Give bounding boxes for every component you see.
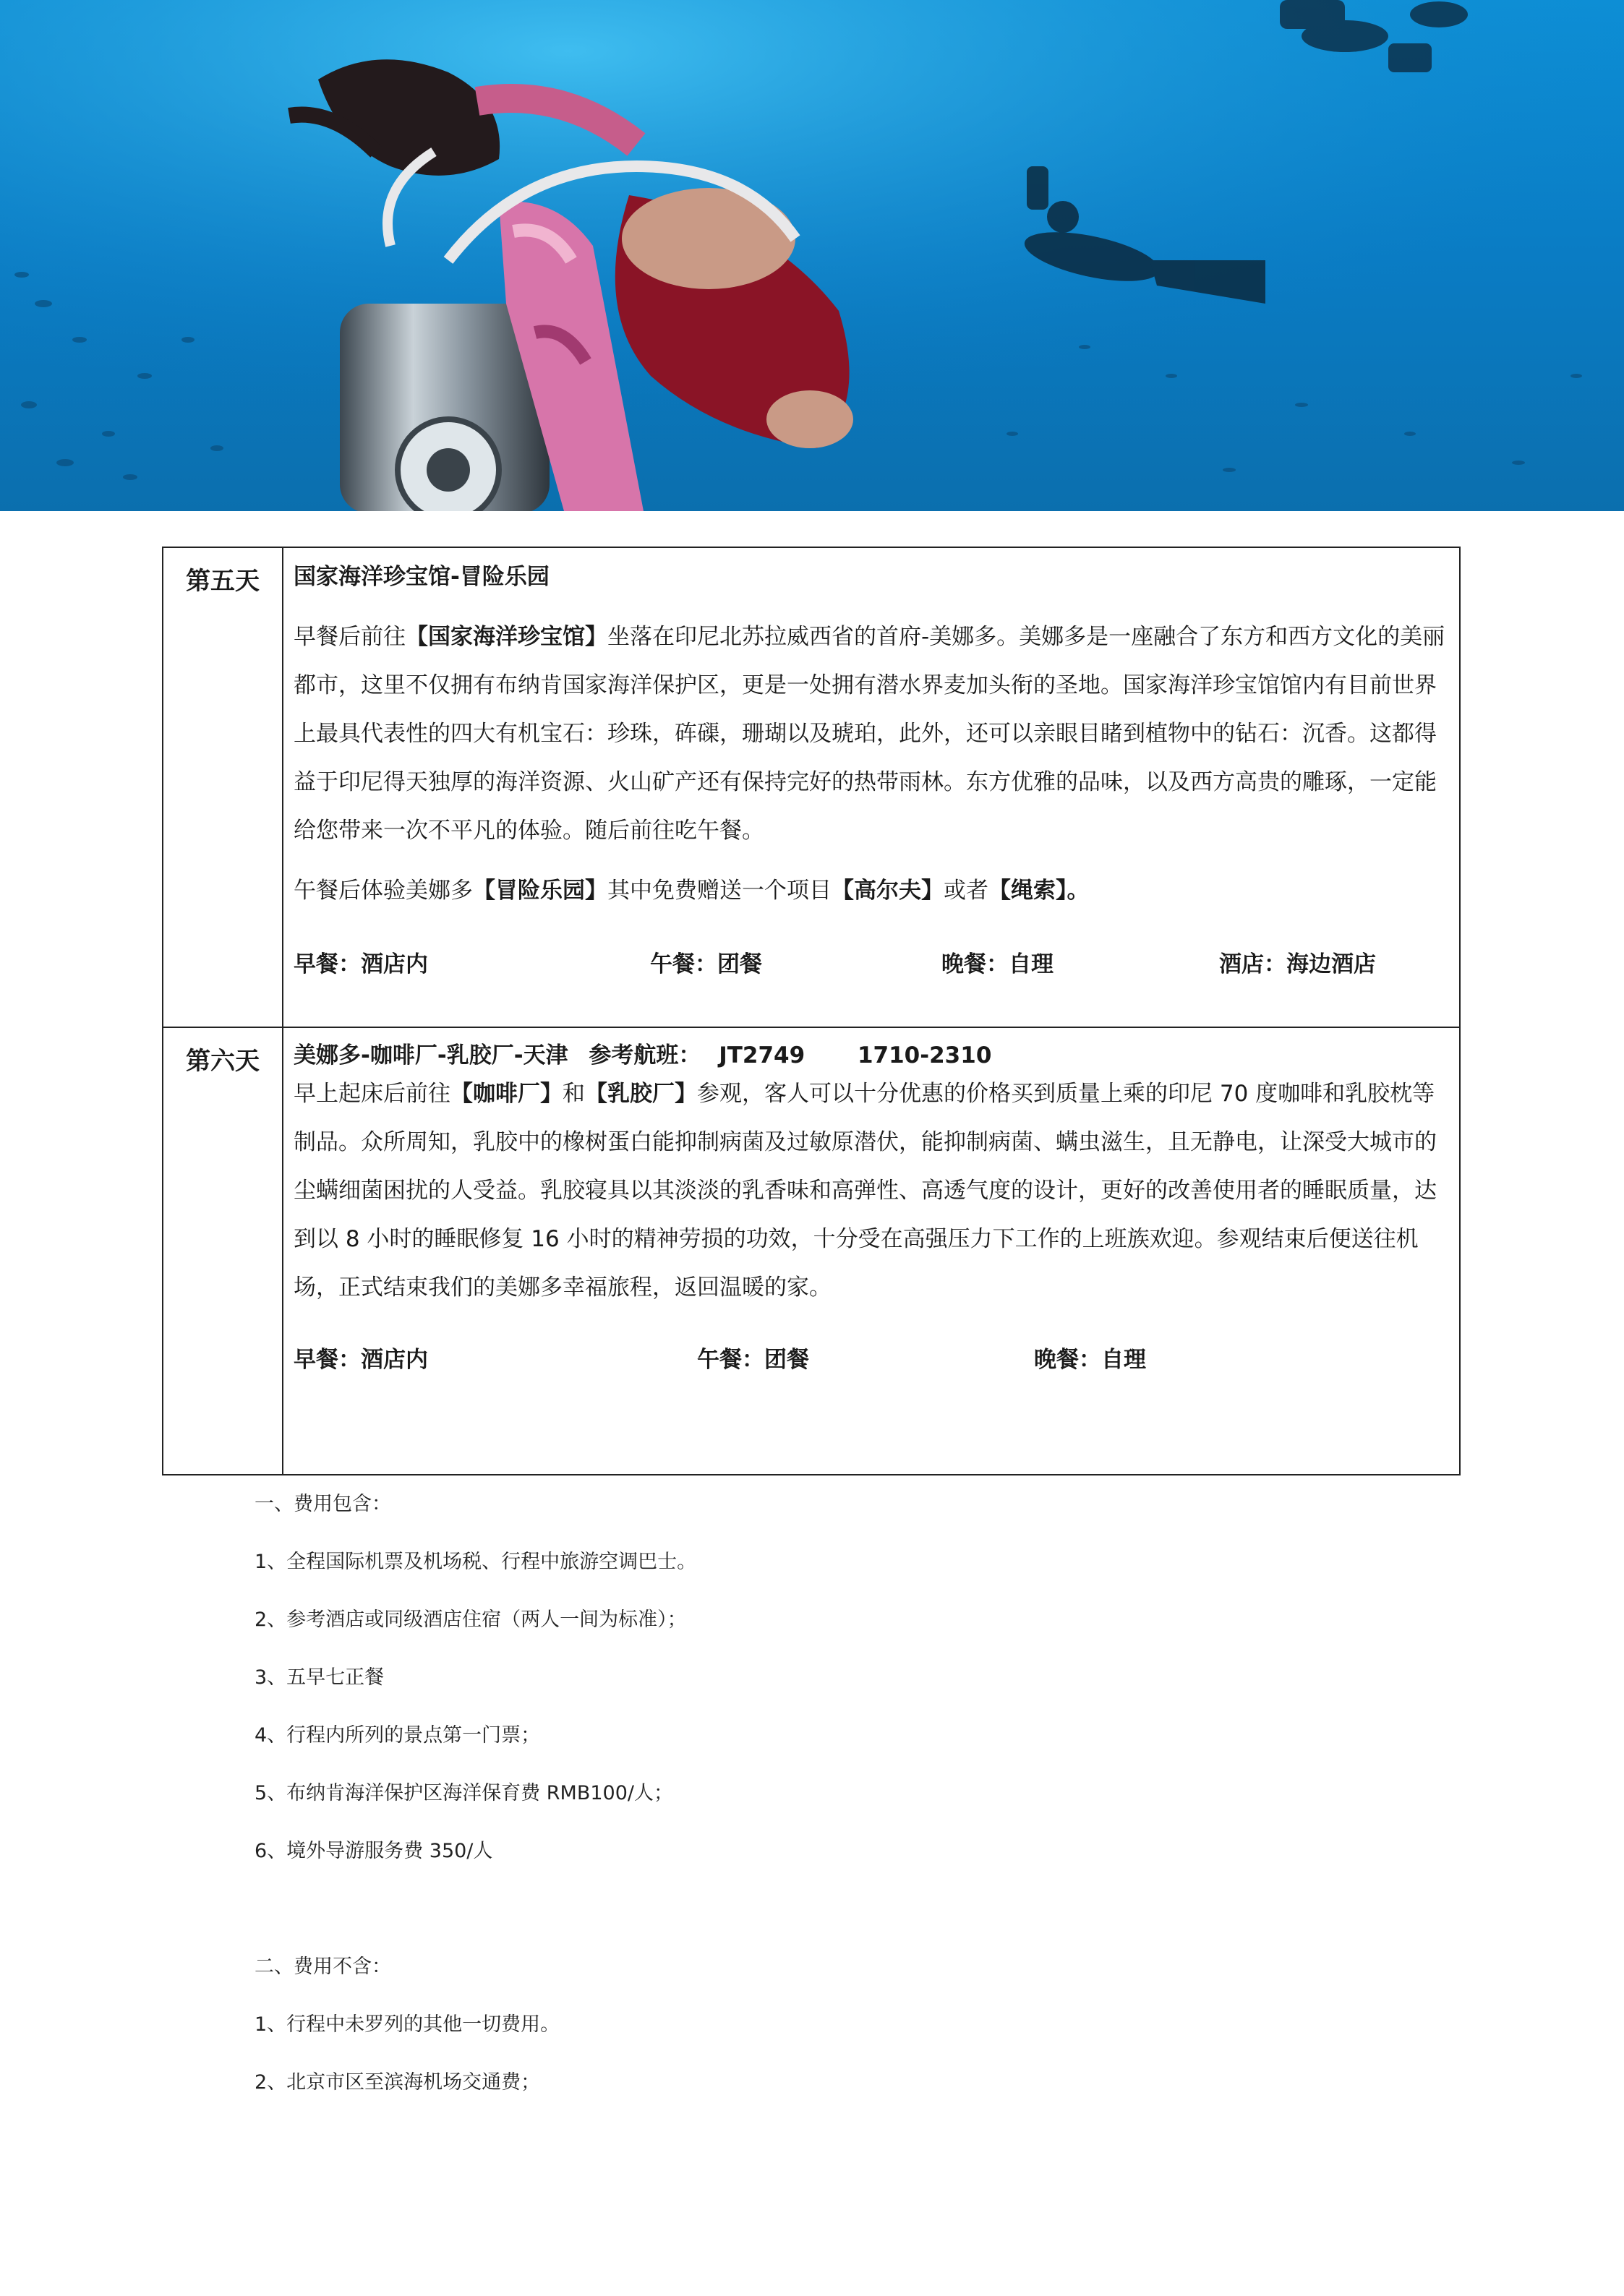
day-content — [283, 547, 1460, 1027]
fees-include-title: 一、费用包含： — [255, 1493, 391, 1515]
fees-exclude-title: 二、费用不含： — [255, 1956, 391, 1978]
fee-include-item: 3、五早七正餐 — [255, 1666, 385, 1689]
day-description: 早上起床后前往【咖啡厂】和【乳胶厂】参观，客人可以十分优惠的价格买到质量上乘的印尼 70 度咖啡和乳胶枕等制品。众所周知，乳胶中的橡树蛋白能抑制病菌及过敏原潜伏，能抑制病菌、螨虫滋生，且无静电，让深受大城市的尘螨细菌困扰的人受益。乳胶寝具以其淡淡的乳香味和高弹性、高透气度的设计，更好的改善使用者的睡眠质量，达到以 8 小时的睡眠修复 16 小时的精神劳损的功效，十分受在高强压力下工作的上班族欢迎。参观结束后便送往机场，正式结束我们的美娜多幸福旅程，返回温暖的家。 — [294, 1081, 1437, 1301]
itinerary-row-day6 — [163, 1027, 1460, 1475]
fee-include-item: 2、参考酒店或同级酒店住宿（两人一间为标准）； — [255, 1609, 687, 1631]
afternoon-activity: 午餐后体验美娜多【冒险乐园】其中免费赠送一个项目【高尔夫】或者【绳索】。 — [294, 878, 1090, 904]
day-content — [283, 1027, 1460, 1475]
meals-row — [294, 946, 1449, 977]
hero-photo — [0, 0, 1624, 511]
lunch-info: 午餐：团餐 — [697, 1347, 809, 1373]
lunch-info: 午餐：团餐 — [650, 951, 762, 977]
dinner-info: 晚餐：自理 — [941, 951, 1054, 977]
flight-time: 1710-2310 — [857, 1042, 992, 1068]
fee-include-item: 5、布纳肯海洋保护区海洋保育费 RMB100/人； — [255, 1782, 673, 1804]
fee-include-item: 6、境外导游服务费 350/人 — [255, 1840, 493, 1862]
hotel-info: 酒店：海边酒店 — [1219, 951, 1376, 977]
itinerary-table — [162, 547, 1461, 1475]
day-title: 国家海洋珍宝馆-冒险乐园 — [294, 564, 550, 590]
day-label: 第五天 — [163, 547, 283, 1027]
dinner-info: 晚餐：自理 — [1034, 1347, 1146, 1373]
underwater-diver-image — [0, 0, 1624, 511]
day-description: 早餐后前往【国家海洋珍宝馆】坐落在印尼北苏拉威西省的首府-美娜多。美娜多是一座融合了东方和西方文化的美丽都市，这里不仅拥有布纳肯国家海洋保护区，更是一处拥有潜水界麦加头衔的圣地。国家海洋珍宝馆馆内有目前世界上最具代表性的四大有机宝石：珍珠，砗磲，珊瑚以及琥珀，此外，还可以亲眼目睹到植物中的钻石：沉香。这都得益于印尼得天独厚的海洋资源、火山矿产还有保持完好的热带雨林。东方优雅的品味，以及西方高贵的雕琢，一定能给您带来一次不平凡的体验。随后前往吃午餐。 — [294, 624, 1445, 844]
route-title: 美娜多-咖啡厂-乳胶厂-天津 — [294, 1042, 568, 1068]
fee-include-item: 4、行程内所列的景点第一门票； — [255, 1724, 541, 1747]
itinerary-row-day5 — [163, 547, 1460, 1027]
fee-exclude-item: 1、行程中未罗列的其他一切费用。 — [255, 2013, 560, 2036]
breakfast-info: 早餐：酒店内 — [294, 1347, 428, 1373]
fee-exclude-item: 2、北京市区至滨海机场交通费； — [255, 2071, 541, 2094]
breakfast-info: 早餐：酒店内 — [294, 951, 428, 977]
meals-row — [294, 1341, 1449, 1373]
day-label: 第六天 — [163, 1027, 283, 1475]
day-title — [294, 1041, 1449, 1070]
flight-number: JT2749 — [719, 1042, 805, 1068]
fee-include-item: 1、全程国际机票及机场税、行程中旅游空调巴士。 — [255, 1551, 697, 1573]
flight-label: 参考航班： — [589, 1042, 701, 1068]
